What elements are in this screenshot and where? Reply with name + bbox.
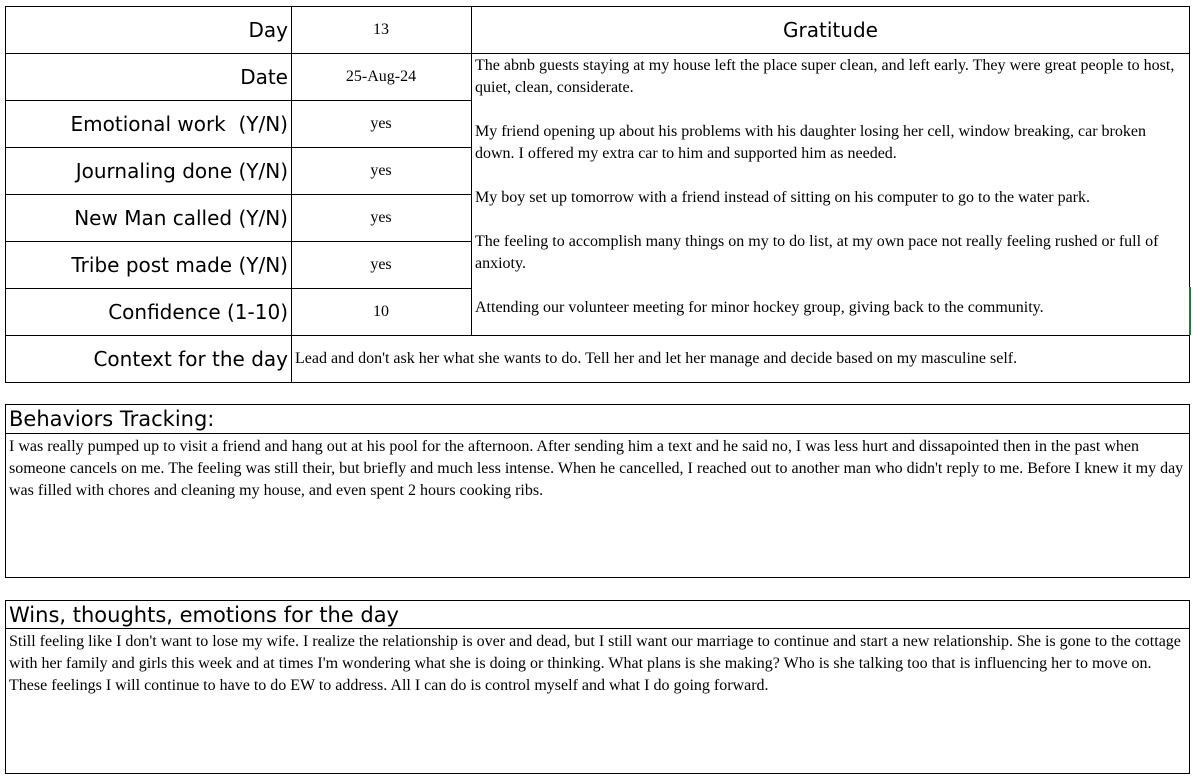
wins-title: Wins, thoughts, emotions for the day — [9, 603, 399, 627]
journaling-label: Journaling done (Y/N) — [75, 159, 288, 183]
behaviors-title: Behaviors Tracking: — [9, 407, 215, 431]
emotional-work-label: Emotional work (Y/N) — [70, 112, 288, 136]
gratitude-cell[interactable] — [475, 55, 1185, 333]
selection-edge — [1189, 287, 1191, 335]
new-man-called-value[interactable]: yes — [370, 209, 392, 226]
emotional-work-value[interactable]: yes — [370, 115, 392, 132]
behaviors-text[interactable]: I was really pumped up to visit a friend and hang out at his pool for the afternoon. After sending him a text and he said no, I was less hurt and dissapointed then in the past when someone cancels on me. The feeling was still their, but briefly and much less intense. When he cancelled, I reached out to another man who didn't reply to me. Before I knew it my day was filled with chores and cleaning my house, and even spent 2 hours cooking ribs. — [9, 438, 1184, 499]
gratitude-entry: My friend opening up about his problems with his daughter losing her cell, window breaking, car broken down. I offered my extra car to him and supported him as needed. — [475, 123, 1146, 162]
gratitude-title: Gratitude — [783, 18, 878, 42]
day-value[interactable]: 13 — [373, 21, 389, 38]
value-column-divider — [471, 6, 472, 336]
gratitude-entry: My boy set up tomorrow with a friend instead of sitting on his computer to go to the water park. — [475, 189, 1090, 206]
tribe-post-label: Tribe post made (Y/N) — [71, 253, 288, 277]
day-label: Day — [248, 18, 288, 42]
gratitude-entry: The abnb guests staying at my house left the place super clean, and left early. They were great people to host, quiet, clean, considerate. — [475, 57, 1175, 96]
context-value[interactable]: Lead and don't ask her what she wants to do. Tell her and let her manage and decide based on my masculine self. — [295, 350, 1018, 367]
behaviors-title-divider — [5, 433, 1190, 434]
context-label: Context for the day — [93, 347, 288, 371]
new-man-called-label: New Man called (Y/N) — [74, 206, 288, 230]
journaling-value[interactable]: yes — [370, 162, 392, 179]
confidence-value[interactable]: 10 — [373, 303, 389, 320]
tribe-post-value[interactable]: yes — [370, 256, 392, 273]
wins-text[interactable]: Still feeling like I don't want to lose my wife. I realize the relationship is over and dead, but I still want our marriage to continue and start a new relationship. She is gone to the cottage with her family and girls this week and at times I'm wondering what she is doing or thinking. What plans is she making? Who is she talking too that is influencing her to move on. These feelings I will continue to have to do EW to address. All I can do is control myself and what I do going forward. — [9, 633, 1181, 694]
gratitude-entry: Attending our volunteer meeting for minor hockey group, giving back to the community. — [475, 299, 1044, 316]
date-value[interactable]: 25-Aug-24 — [345, 68, 417, 85]
date-label: Date — [240, 65, 288, 89]
confidence-label: Confidence (1-10) — [108, 300, 288, 324]
gratitude-entry: The feeling to accomplish many things on my to do list, at my own pace not really feeling rushed or full of anxioty. — [475, 233, 1159, 272]
